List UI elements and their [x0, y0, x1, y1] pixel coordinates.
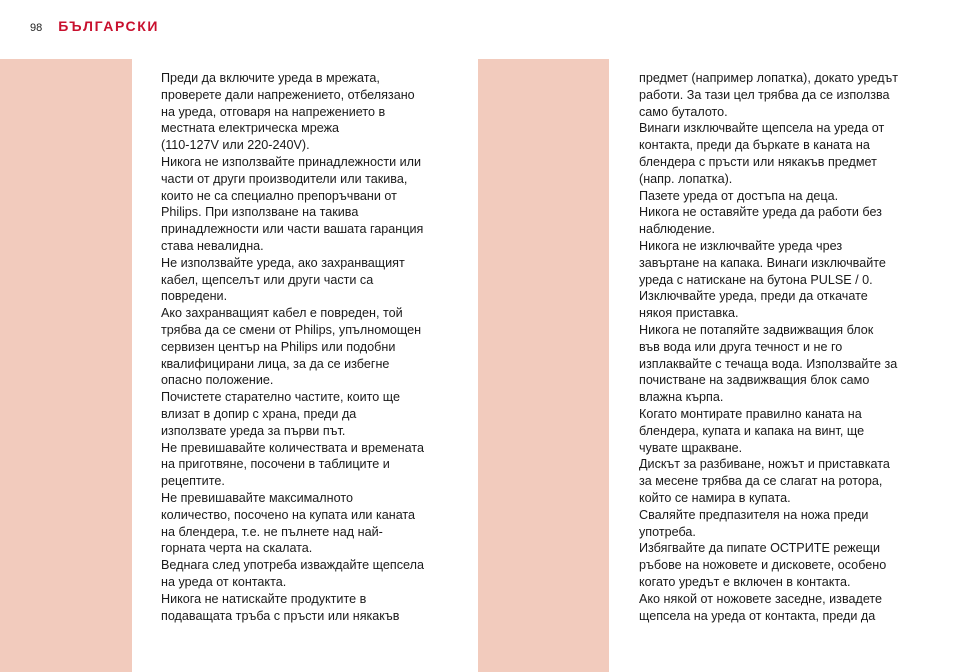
text-line: количество, посочено на купата или каната [161, 507, 416, 522]
text-line: употреба. [639, 524, 696, 539]
text-line: Никога не оставяйте уреда да работи без [639, 205, 882, 220]
text-line: блендера с пръсти или някакъв предмет [639, 154, 877, 169]
text-line: изплаквайте с течаща вода. Използвайте за [639, 356, 898, 371]
text-line: подаващата тръба с пръсти или някакъв [161, 608, 400, 623]
text-line: рецептите. [161, 474, 225, 489]
text-line: щепсела на уреда от контакта, преди да [639, 608, 876, 623]
text-line: за месене трябва да се слагат на ротора, [639, 474, 883, 489]
text-line: които не са специално препоръчвани от [161, 188, 397, 203]
text-line: Ако захранващият кабел е повреден, той [161, 306, 403, 321]
text-line: чувате щракване. [639, 440, 743, 455]
text-line: на уреда, отговаря на напрежението в [161, 104, 386, 119]
text-line: във вода или друга течност и не го [639, 339, 843, 354]
text-line: повредени. [161, 289, 228, 304]
text-line: местната електрическа мрежа [161, 121, 340, 136]
text-line: Веднага след употреба изваждайте щепсела [161, 558, 424, 573]
language-heading: БЪЛГАРСКИ [58, 18, 160, 34]
text-line: наблюдение. [639, 222, 715, 237]
text-line: уреда с натискане на бутона PULSE / 0. [639, 272, 873, 287]
text-line: принадлежности или части вашата гаранция [161, 222, 424, 237]
left-text-column [161, 70, 461, 624]
text-line: Не превишавайте максималното [161, 490, 353, 505]
text-line: Пазете уреда от достъпа на деца. [639, 188, 839, 203]
text-line: когато уредът е включен в контакта. [639, 574, 851, 589]
text-line: контакта, преди да бъркате в каната на [639, 138, 870, 153]
text-line: Изключвайте уреда, преди да откачате [639, 289, 868, 304]
text-line: някоя приставка. [639, 306, 739, 321]
text-line: части от други производители или такива, [161, 171, 408, 186]
text-line: Сваляйте предпазителя на ножа преди [639, 507, 869, 522]
text-line: опасно положение. [161, 373, 274, 388]
text-line: става невалидна. [161, 238, 264, 253]
page-header [30, 18, 159, 38]
text-line: предмет (например лопатка), докато уредът [639, 71, 898, 85]
text-line: работи. За тази цел трябва да се използва [639, 87, 890, 102]
text-line: Никога не потапяйте задвижващия блок [639, 322, 874, 337]
text-line: влизат в допир с храна, преди да [161, 406, 357, 421]
text-line: блендера, купата и капака на винт, ще [639, 423, 865, 438]
text-line: Никога не натискайте продуктите в [161, 591, 367, 606]
text-line: влажна кърпа. [639, 390, 724, 405]
text-line: завъртане на капака. Винаги изключвайте [639, 255, 886, 270]
text-line: Не превишавайте количествата и времената [161, 440, 424, 455]
text-line: който се намира в купата. [639, 490, 791, 505]
text-line: Когато монтирате правилно каната на [639, 406, 862, 421]
text-line: Винаги изключвайте щепсела на уреда от [639, 121, 885, 136]
text-line: използвате уреда за първи път. [161, 423, 346, 438]
text-line: горната черта на скалата. [161, 541, 313, 556]
text-line: (110-127V или 220-240V). [161, 138, 310, 153]
text-line: на блендера, т.е. не пълнете над най- [161, 524, 383, 539]
text-line: (напр. лопатка). [639, 171, 733, 186]
text-line: Ако някой от ножовете заседне, извадете [639, 591, 883, 606]
text-line: Никога не използвайте принадлежности или [161, 154, 422, 169]
text-line: квалифицирани лица, за да се избегне [161, 356, 390, 371]
text-line: трябва да се смени от Philips, упълномощен [161, 322, 422, 337]
text-line: Никога не изключвайте уреда чрез [639, 238, 843, 253]
text-line: почистване на задвижващия блок само [639, 373, 870, 388]
page-number: 98 [30, 22, 43, 34]
right-margin-band [478, 59, 609, 672]
text-line: кабел, щепселът или други части са [161, 272, 374, 287]
text-line: Почистете старателно частите, които ще [161, 390, 401, 405]
left-margin-band [0, 59, 132, 672]
text-line: на уреда от контакта. [161, 574, 287, 589]
text-line: Не използвайте уреда, ако захранващият [161, 255, 405, 270]
right-text-column [639, 70, 939, 624]
text-line: само буталото. [639, 104, 728, 119]
text-line: Дискът за разбиване, ножът и приставката [639, 457, 890, 472]
text-line: Philips. При използване на такива [161, 205, 359, 220]
text-line: на приготвяне, посочени в таблиците и [161, 457, 390, 472]
text-line: Избягвайте да пипате ОСТРИТЕ режещи [639, 541, 881, 556]
text-line: сервизен център на Philips или подобни [161, 339, 396, 354]
text-line: Преди да включите уреда в мрежата, [161, 71, 380, 85]
text-line: ръбове на ножовете и дисковете, особено [639, 558, 887, 573]
text-line: проверете дали напрежението, отбелязано [161, 87, 415, 102]
